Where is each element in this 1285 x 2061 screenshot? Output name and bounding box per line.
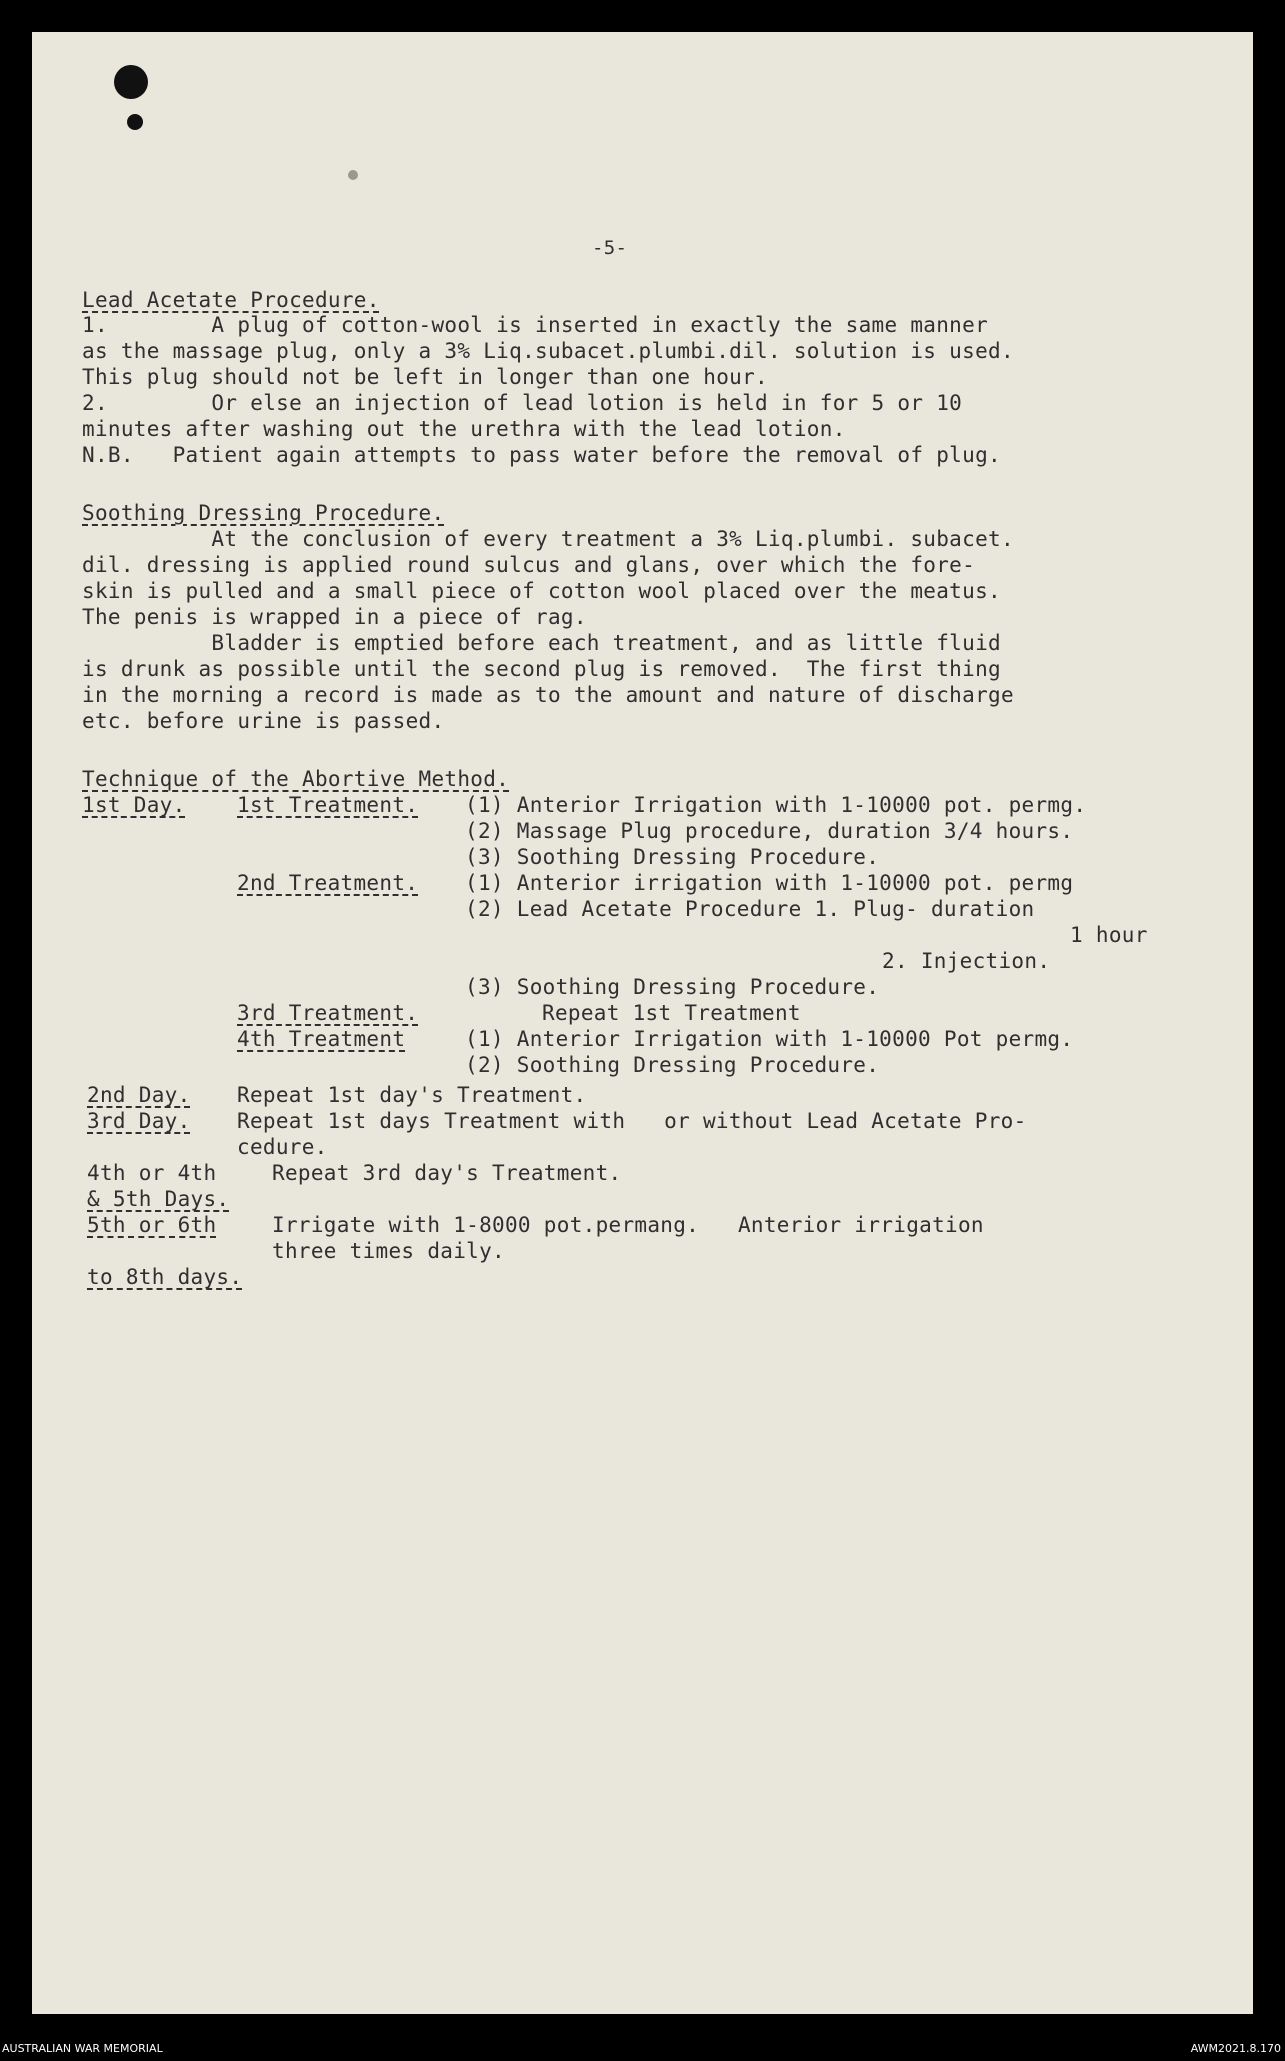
day-label: 1st Day. — [82, 793, 186, 817]
footer-archive-name: AUSTRALIAN WAR MEMORIAL — [2, 2042, 163, 2055]
day-label: & 5th Days. — [87, 1187, 230, 1211]
page-number: -5- — [592, 237, 628, 259]
day-text: three times daily. — [272, 1239, 505, 1263]
text-line: N.B. Patient again attempts to pass water before the removal of plug. — [82, 443, 1001, 467]
treatment-step: (1) Anterior Irrigation with 1-10000 pot. permg. — [465, 793, 1087, 817]
text-line: as the massage plug, only a 3% Liq.subacet.plumbi.dil. solution is used. — [82, 339, 1014, 363]
day-label: 4th or 4th — [87, 1161, 217, 1185]
day-label: to 8th days. — [87, 1265, 243, 1289]
day-text: cedure. — [237, 1135, 328, 1159]
document-page — [32, 32, 1253, 2014]
day-label: 3rd Day. — [87, 1109, 191, 1133]
treatment-step: 1 hour — [1070, 923, 1148, 947]
day-text: Repeat 1st days Treatment with or without Lead Acetate Pro- — [237, 1109, 1027, 1133]
text-line: dil. dressing is applied round sulcus and glans, over which the fore- — [82, 553, 976, 577]
text-line: This plug should not be left in longer than one hour. — [82, 365, 768, 389]
treatment-step: (2) Massage Plug procedure, duration 3/4 hours. — [465, 819, 1074, 843]
treatment-step: (1) Anterior irrigation with 1-10000 pot. permg — [465, 871, 1074, 895]
day-label: 2nd Day. — [87, 1083, 191, 1107]
treatment-step: (3) Soothing Dressing Procedure. — [465, 845, 880, 869]
heading-lead-acetate: Lead Acetate Procedure. — [82, 288, 380, 312]
day-text: Repeat 1st day's Treatment. — [237, 1083, 587, 1107]
text-line: 1. A plug of cotton-wool is inserted in exactly the same manner — [82, 313, 989, 337]
text-line: etc. before urine is passed. — [82, 709, 445, 733]
day-text: Irrigate with 1-8000 pot.permang. Anterior irrigation — [272, 1213, 984, 1237]
text-line: The penis is wrapped in a piece of rag. — [82, 605, 587, 629]
punch-hole — [127, 114, 143, 130]
heading-technique: Technique of the Abortive Method. — [82, 767, 510, 791]
text-line: At the conclusion of every treatment a 3% Liq.plumbi. subacet. — [82, 527, 1014, 551]
treatment-step: (2) Soothing Dressing Procedure. — [465, 1053, 880, 1077]
text-line: in the morning a record is made as to the amount and nature of discharge — [82, 683, 1014, 707]
treatment-label: 4th Treatment — [237, 1027, 406, 1051]
text-line: is drunk as possible until the second plug is removed. The first thing — [82, 657, 1001, 681]
treatment-step: 2. Injection. — [882, 949, 1051, 973]
heading-soothing-dressing: Soothing Dressing Procedure. — [82, 501, 445, 525]
day-label: 5th or 6th — [87, 1213, 217, 1237]
footer-accession-number: AWM2021.8.170 — [1190, 2042, 1281, 2055]
treatment-step: (3) Soothing Dressing Procedure. — [465, 975, 880, 999]
punch-hole — [114, 65, 148, 99]
text-line: skin is pulled and a small piece of cotton wool placed over the meatus. — [82, 579, 1001, 603]
treatment-step: (2) Lead Acetate Procedure 1. Plug- duration — [465, 897, 1035, 921]
treatment-label: 3rd Treatment. — [237, 1001, 419, 1025]
treatment-step: (1) Anterior Irrigation with 1-10000 Pot permg. — [465, 1027, 1074, 1051]
text-line: minutes after washing out the urethra with the lead lotion. — [82, 417, 846, 441]
text-line: Bladder is emptied before each treatment, and as little fluid — [82, 631, 1001, 655]
treatment-label: 1st Treatment. — [237, 793, 419, 817]
treatment-label: 2nd Treatment. — [237, 871, 419, 895]
text-line: 2. Or else an injection of lead lotion is held in for 5 or 10 — [82, 391, 963, 415]
day-text: Repeat 3rd day's Treatment. — [272, 1161, 622, 1185]
treatment-step: Repeat 1st Treatment — [542, 1001, 801, 1025]
punch-hole — [348, 170, 358, 180]
